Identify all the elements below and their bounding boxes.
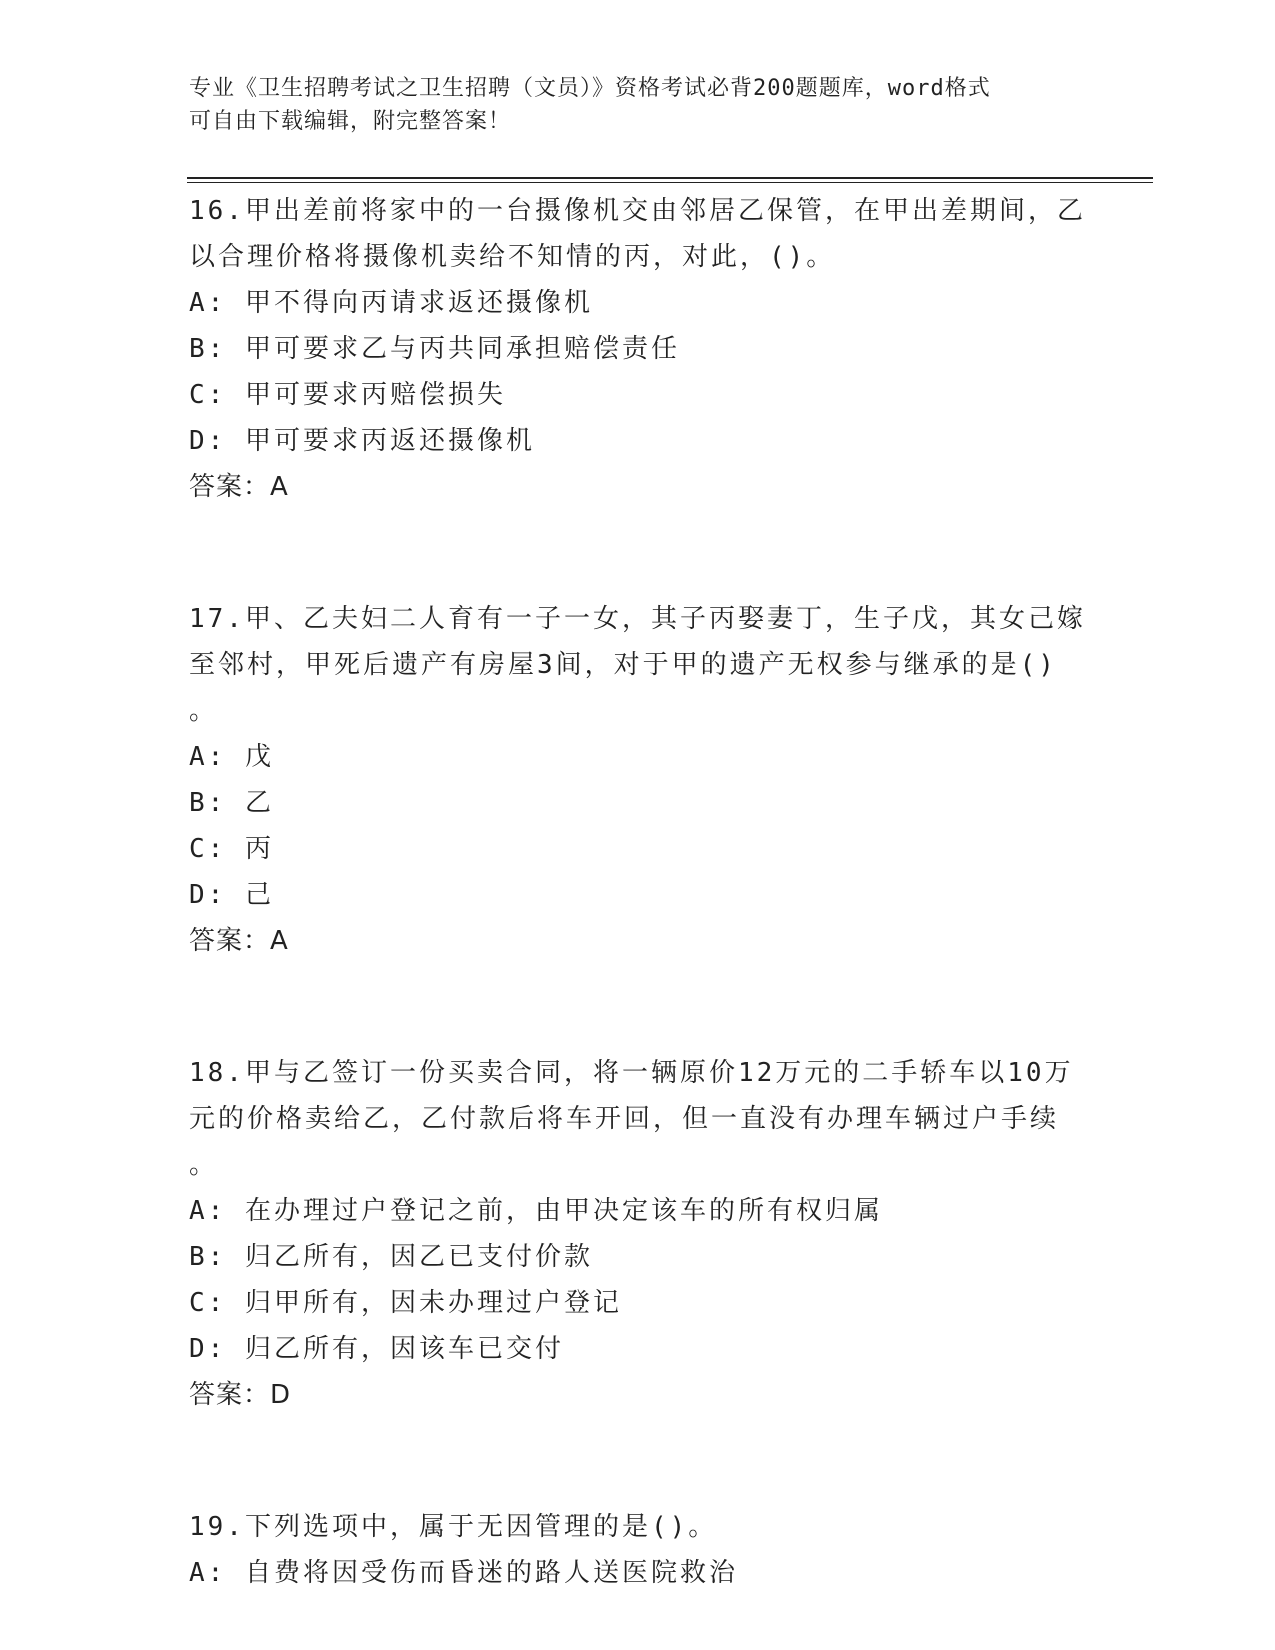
option-c: C: 归甲所有，因未办理过户登记 [189, 1288, 622, 1318]
question-stem-line: 18.甲与乙签订一份买卖合同，将一辆原价12万元的二手轿车以10万 [189, 1058, 1074, 1088]
option-d: D: 甲可要求丙返还摄像机 [189, 426, 535, 456]
option-d: D: 己 [189, 880, 274, 910]
question-gap [189, 1418, 1089, 1504]
header-line-1: 专业《卫生招聘考试之卫生招聘（文员）》资格考试必背200题题库，word格式 [189, 76, 991, 101]
answer: 答案：A [189, 472, 289, 502]
header-rule-thick [187, 177, 1153, 179]
question-gap [189, 964, 1089, 1050]
option-c: C: 甲可要求丙赔偿损失 [189, 380, 506, 410]
option-a: A: 戊 [189, 742, 274, 772]
option-c: C: 丙 [189, 834, 274, 864]
question-stem-line: 至邻村，甲死后遗产有房屋3间，对于甲的遗产无权参与继承的是() [189, 650, 1057, 680]
question-stem-line: 。 [189, 1150, 219, 1180]
option-a: A: 自费将因受伤而昏迷的路人送医院救治 [189, 1558, 738, 1588]
option-b: B: 甲可要求乙与丙共同承担赔偿责任 [189, 334, 680, 364]
question-gap [189, 510, 1089, 596]
question-stem-line: 19.下列选项中，属于无因管理的是()。 [189, 1512, 718, 1542]
option-a: A: 甲不得向丙请求返还摄像机 [189, 288, 593, 318]
question-19 [189, 1504, 1089, 1596]
option-b: B: 乙 [189, 788, 274, 818]
option-a: A: 在办理过户登记之前，由甲决定该车的所有权归属 [189, 1196, 883, 1226]
document-header [189, 72, 1089, 138]
question-stem-line: 。 [189, 696, 219, 726]
question-18 [189, 1050, 1089, 1418]
answer: 答案：A [189, 926, 289, 956]
question-stem-line: 17.甲、乙夫妇二人育有一子一女，其子丙娶妻丁，生子戊，其女己嫁 [189, 604, 1086, 634]
header-rule-thin [187, 182, 1153, 183]
answer: 答案：D [189, 1380, 292, 1410]
option-b: B: 归乙所有，因乙已支付价款 [189, 1242, 593, 1272]
question-list [189, 188, 1089, 1596]
question-stem-line: 16.甲出差前将家中的一台摄像机交由邻居乙保管，在甲出差期间，乙 [189, 196, 1086, 226]
header-line-2: 可自由下载编辑，附完整答案！ [189, 109, 512, 134]
question-stem-line: 以合理价格将摄像机卖给不知情的丙，对此，()。 [189, 242, 836, 272]
option-d: D: 归乙所有，因该车已交付 [189, 1334, 564, 1364]
question-stem-line: 元的价格卖给乙，乙付款后将车开回，但一直没有办理车辆过户手续 [189, 1104, 1060, 1134]
question-17 [189, 596, 1089, 964]
question-16 [189, 188, 1089, 510]
